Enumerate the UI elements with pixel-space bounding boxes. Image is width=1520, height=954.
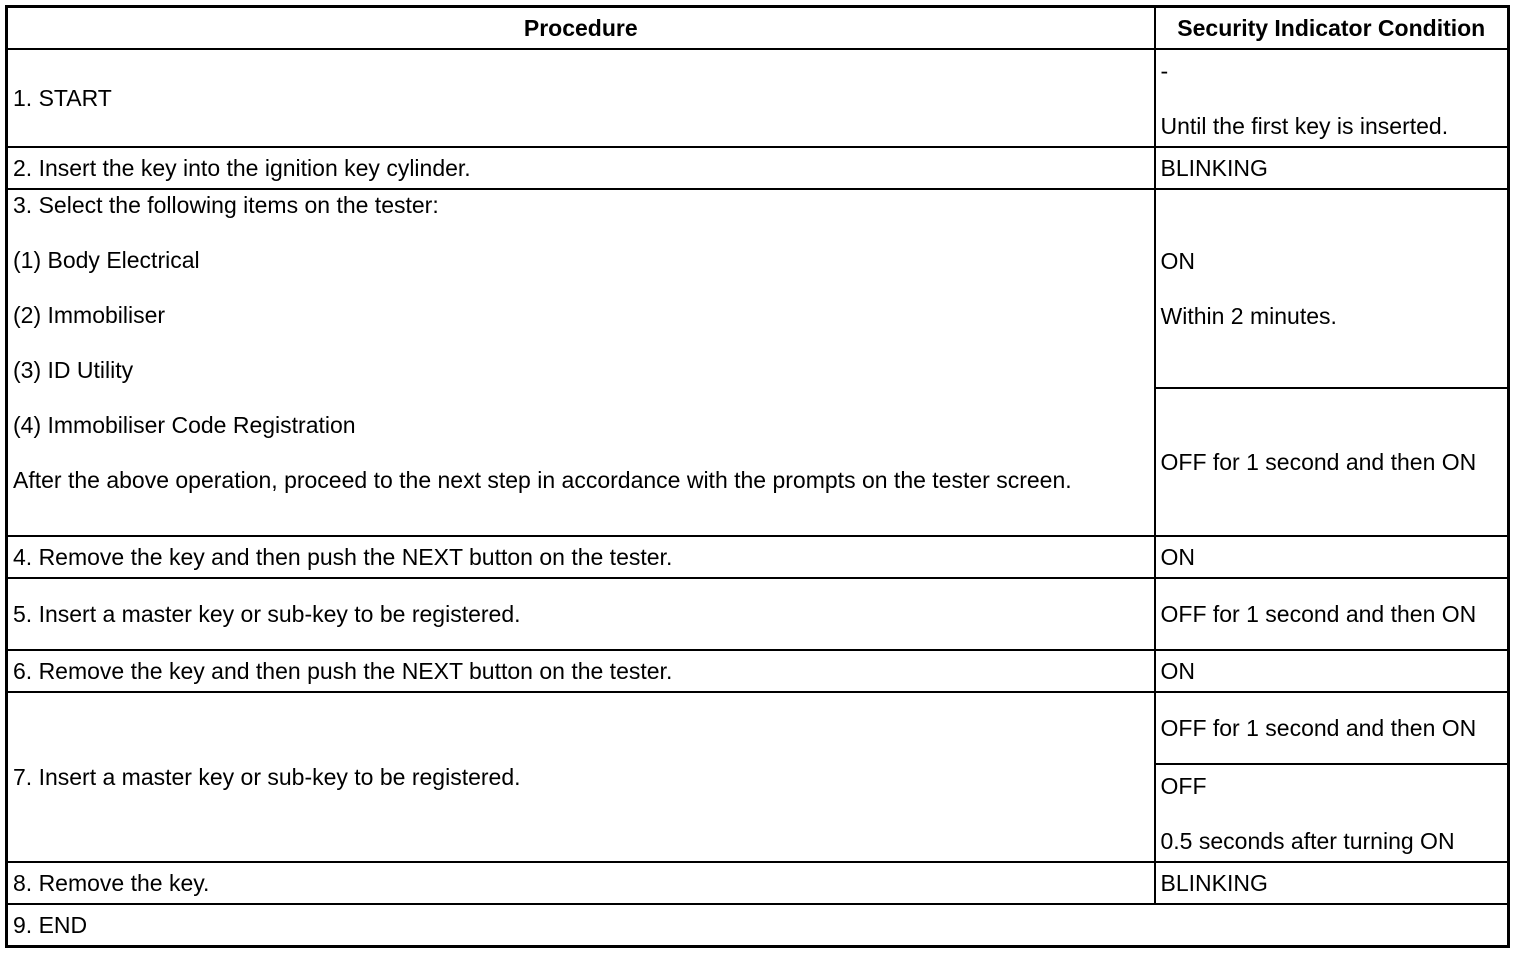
step-subitem: (2) Immobiliser <box>13 302 166 328</box>
procedure-cell <box>7 904 1509 946</box>
indicator-state: ON <box>1160 658 1195 684</box>
step-text: 8. Remove the key. <box>13 870 210 896</box>
table-row <box>7 536 1509 578</box>
table-row <box>7 147 1509 189</box>
indicator-cell <box>1155 692 1509 764</box>
indicator-state: ON <box>1160 544 1195 570</box>
procedure-document <box>5 5 1507 948</box>
indicator-cell <box>1155 862 1509 904</box>
step-text: 3. Select the following items on the tester: <box>13 192 439 218</box>
step-text: 6. Remove the key and then push the NEXT button on the tester. <box>13 658 673 684</box>
procedure-cell <box>7 650 1155 692</box>
indicator-state: BLINKING <box>1160 870 1268 896</box>
table-row <box>7 692 1509 764</box>
step-text: 2. Insert the key into the ignition key cylinder. <box>13 155 471 181</box>
step-text: 1. START <box>13 85 112 111</box>
step-note: After the above operation, proceed to the next step in accordance with the prompts on the tester screen. <box>13 467 1072 493</box>
indicator-cell <box>1155 578 1509 650</box>
header-row <box>7 7 1509 50</box>
indicator-cell <box>1155 189 1509 388</box>
header-procedure: Procedure <box>7 7 1155 50</box>
table-row <box>7 904 1509 946</box>
indicator-cell <box>1155 49 1509 147</box>
step-text: 5. Insert a master key or sub-key to be registered. <box>13 601 521 627</box>
step-text: 9. END <box>13 911 88 938</box>
procedure-cell <box>7 189 1155 536</box>
indicator-state: OFF <box>1160 772 1207 799</box>
step-subitem: (1) Body Electrical <box>13 247 200 273</box>
table-row <box>7 650 1509 692</box>
step-subitem: (3) ID Utility <box>13 357 134 383</box>
indicator-cell <box>1155 764 1509 862</box>
indicator-state: BLINKING <box>1160 155 1268 181</box>
table-row <box>7 578 1509 650</box>
table-row <box>7 189 1509 388</box>
procedure-cell <box>7 862 1155 904</box>
step-text: 4. Remove the key and then push the NEXT button on the tester. <box>13 544 673 570</box>
indicator-cell <box>1155 536 1509 578</box>
procedure-table <box>5 5 1510 948</box>
table-row <box>7 862 1509 904</box>
indicator-state: OFF for 1 second and then ON <box>1160 601 1477 627</box>
procedure-cell <box>7 536 1155 578</box>
indicator-cell <box>1155 147 1509 189</box>
indicator-note: 0.5 seconds after turning ON <box>1160 827 1455 854</box>
procedure-cell <box>7 147 1155 189</box>
indicator-state: ON <box>1160 248 1195 274</box>
header-indicator: Security Indicator Condition <box>1155 7 1509 50</box>
indicator-state: - <box>1160 57 1169 84</box>
procedure-cell <box>7 578 1155 650</box>
table-row <box>7 49 1509 147</box>
indicator-cell <box>1155 388 1509 536</box>
procedure-cell <box>7 692 1155 862</box>
indicator-note: Until the first key is inserted. <box>1160 112 1449 139</box>
step-text: 7. Insert a master key or sub-key to be registered. <box>13 764 521 790</box>
procedure-cell <box>7 49 1155 147</box>
indicator-cell <box>1155 650 1509 692</box>
step-subitem: (4) Immobiliser Code Registration <box>13 412 356 438</box>
indicator-state: OFF for 1 second and then ON <box>1160 449 1477 475</box>
indicator-note: Within 2 minutes. <box>1160 303 1337 329</box>
indicator-state: OFF for 1 second and then ON <box>1160 715 1477 741</box>
